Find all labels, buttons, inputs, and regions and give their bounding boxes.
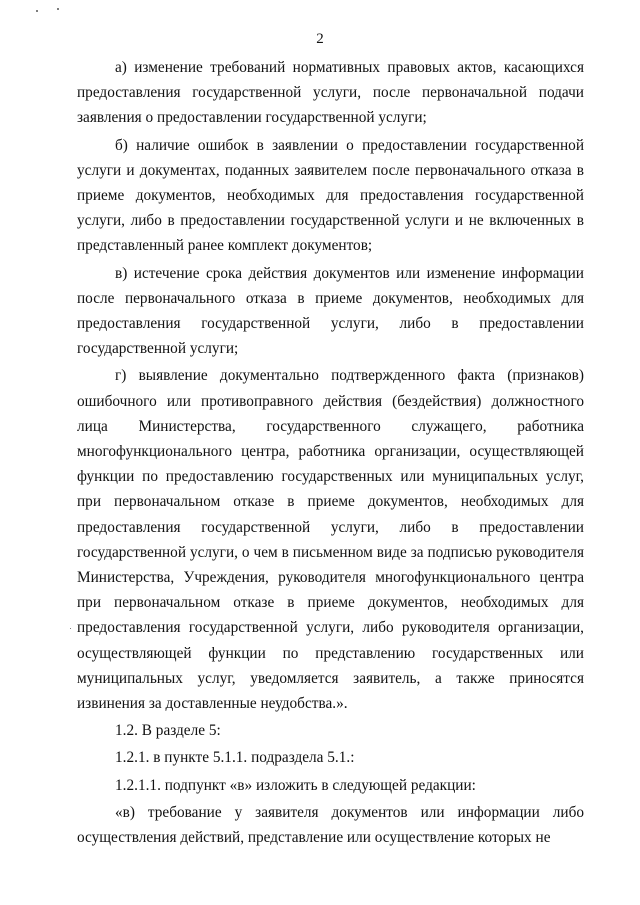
- document-body: [77, 55, 584, 850]
- paragraph-item-g: г) выявление документально подтвержденного факта (признаков) ошибочного или противоправного действия (бездействия) должностного лица Министерства, государственного служащего, работника многофункционального центра, работника организации, осуществляющей функции по предоставлению государственных или муниципальных услуг, при первоначальном отказе в приеме документов, необходимых для предоставления государственной услуги, либо в предоставлении государственной услуги, о чем в письменном виде за подписью руководителя Министерства, Учреждения, руководителя многофункционального центра при первоначальном отказе в приеме документов, необходимых для предоставления государственной услуги, либо руководителя организации, осуществляющей функции по представлению государственных или муниципальных услуг, уведомляется заявитель, а также приносятся извинения за доставленные неудобства.».: [77, 367, 584, 713]
- paragraph-item-b: б) наличие ошибок в заявлении о предоставлении государственной услуги и документах, поданных заявителем после первоначального отказа в приеме документов, необходимых для предоставления государственной услуги, либо в предоставлении государственной услуги и не включенных в представленный ранее комплект документов;: [77, 136, 584, 255]
- page-number: 2: [316, 31, 324, 47]
- paragraph-item-v: в) истечение срока действия документов или изменение информации после первоначального отказа в приеме документов, необходимых для предоставления государственной услуги, либо в предоставлении государственной услуги;: [77, 264, 584, 358]
- paragraph-section-1-2-1-1: 1.2.1.1. подпункт «в» изложить в следующей редакции:: [115, 776, 476, 794]
- paragraph-quoted-v: «в) требование у заявителя документов или информации либо осуществления действий, представление или осуществление которых не: [77, 803, 584, 847]
- paragraph-section-1-2: 1.2. В разделе 5:: [115, 722, 221, 740]
- paragraph-section-1-2-1: 1.2.1. в пункте 5.1.1. подраздела 5.1.:: [115, 749, 355, 767]
- scan-speck: [57, 8, 59, 10]
- paragraph-item-a: а) изменение требований нормативных правовых актов, касающихся предоставления государственной услуги, после первоначальной подачи заявления о предоставлении государственной услуги;: [77, 59, 584, 127]
- scan-speck: [36, 10, 38, 12]
- scan-speck: [70, 628, 71, 629]
